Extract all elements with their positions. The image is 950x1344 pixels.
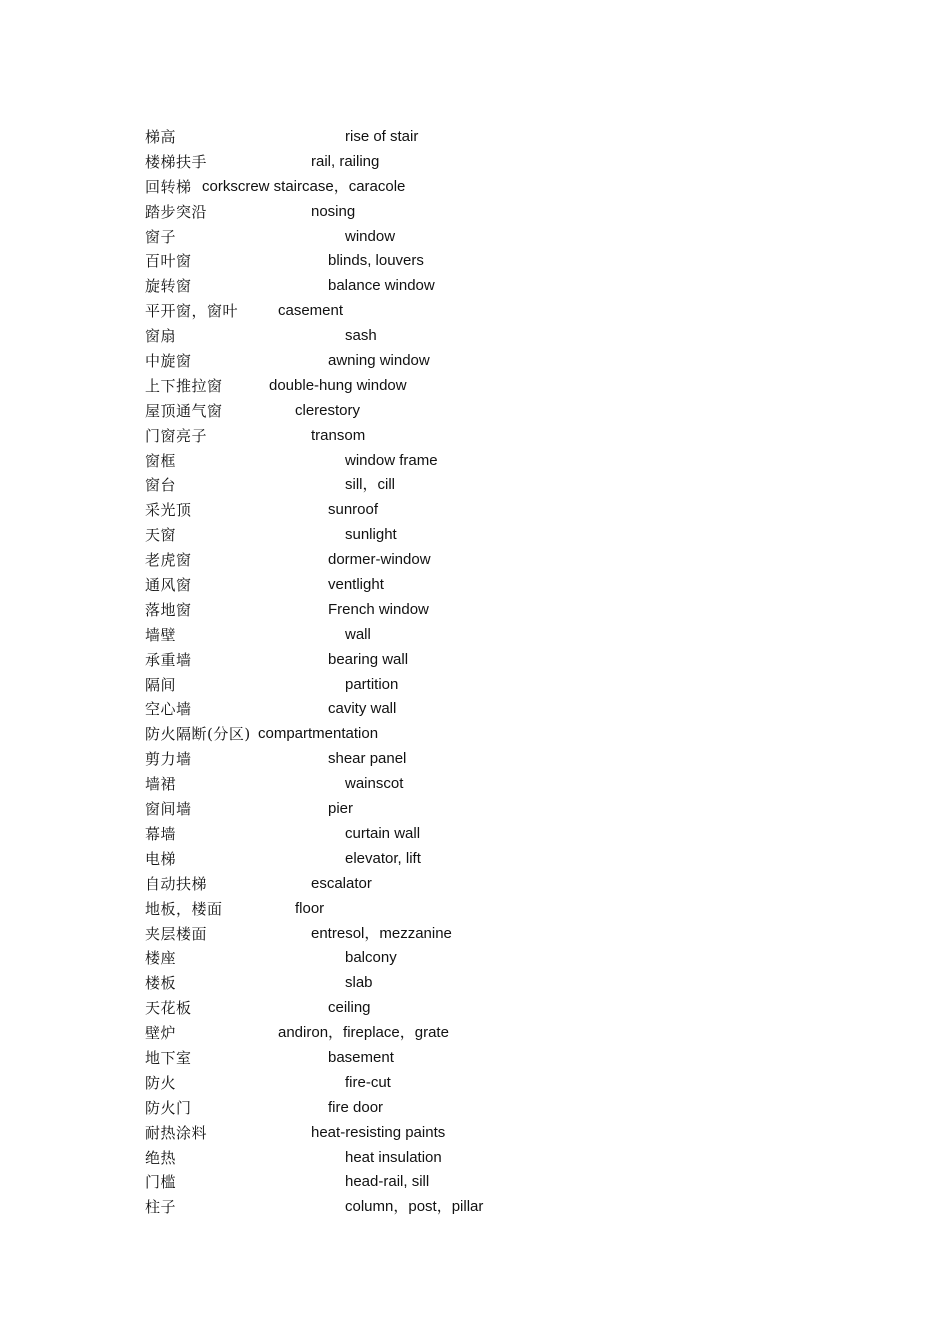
glossary-row [145, 424, 845, 449]
glossary-row [145, 1121, 845, 1146]
chinese-term: 楼梯扶手 [145, 152, 208, 171]
glossary-row [145, 772, 845, 797]
chinese-term: 楼座 [145, 949, 177, 968]
glossary-row [145, 349, 845, 374]
english-term: bearing wall [328, 650, 409, 668]
english-term: rail, railing [311, 152, 380, 170]
glossary-row [145, 648, 845, 673]
chinese-term: 中旋窗 [145, 352, 192, 371]
glossary-row [145, 872, 845, 897]
chinese-term: 采光顶 [145, 501, 192, 520]
glossary-row [145, 523, 845, 548]
english-term: partition [345, 675, 399, 693]
english-term: heat-resisting paints [311, 1123, 446, 1141]
glossary-row [145, 399, 845, 424]
chinese-term: 柱子 [145, 1198, 177, 1217]
english-term: ventlight [328, 576, 384, 594]
glossary-row [145, 225, 845, 250]
glossary-row [145, 996, 845, 1021]
chinese-term: 承重墙 [145, 650, 192, 669]
english-term: pier [328, 800, 354, 818]
chinese-term: 地下室 [145, 1048, 192, 1067]
glossary-row [145, 299, 845, 324]
glossary-row [145, 1021, 845, 1046]
chinese-term: 自动扶梯 [145, 874, 208, 893]
english-term: window frame [345, 451, 438, 469]
glossary-row [145, 847, 845, 872]
glossary-row [145, 449, 845, 474]
english-term: dormer-window [328, 551, 431, 569]
chinese-term: 百叶窗 [145, 252, 192, 271]
english-term: sash [345, 327, 377, 345]
chinese-term: 天花板 [145, 999, 192, 1018]
english-term: blinds, louvers [328, 252, 424, 270]
chinese-term: 回转梯 [145, 177, 192, 196]
english-term: double-hung window [269, 376, 407, 394]
chinese-term: 窗子 [145, 227, 177, 246]
english-term: balance window [328, 277, 435, 295]
chinese-term: 窗台 [145, 476, 177, 495]
glossary-row [145, 797, 845, 822]
chinese-term: 老虎窗 [145, 551, 192, 570]
english-term: sunroof [328, 501, 379, 519]
chinese-term: 墙壁 [145, 625, 177, 644]
english-term: nosing [311, 202, 356, 220]
glossary-list [145, 125, 845, 1220]
chinese-term: 落地窗 [145, 600, 192, 619]
glossary-row [145, 623, 845, 648]
glossary-row [145, 249, 845, 274]
glossary-row [145, 125, 845, 150]
glossary-row [145, 971, 845, 996]
chinese-term: 墙裙 [145, 775, 177, 794]
chinese-term: 夹层楼面 [145, 924, 208, 943]
chinese-term: 地板，楼面 [145, 899, 223, 918]
glossary-row [145, 897, 845, 922]
chinese-term: 电梯 [145, 849, 177, 868]
english-term: sill，cill [345, 476, 395, 494]
glossary-row [145, 946, 845, 971]
chinese-term: 天窗 [145, 526, 177, 545]
english-term: French window [328, 600, 429, 618]
english-term: clerestory [295, 401, 361, 419]
chinese-term: 门槛 [145, 1173, 177, 1192]
english-term: wall [345, 625, 371, 643]
glossary-row [145, 673, 845, 698]
english-term: ceiling [328, 999, 371, 1017]
chinese-term: 防火 [145, 1073, 177, 1092]
glossary-row [145, 1195, 845, 1220]
glossary-row [145, 1146, 845, 1171]
glossary-row [145, 324, 845, 349]
english-term: head-rail, sill [345, 1173, 430, 1191]
glossary-row [145, 697, 845, 722]
glossary-row [145, 922, 845, 947]
glossary-row [145, 150, 845, 175]
chinese-term: 窗间墙 [145, 800, 192, 819]
chinese-term: 楼板 [145, 974, 177, 993]
glossary-row [145, 200, 845, 225]
english-term: corkscrew staircase，caracole [202, 177, 406, 195]
chinese-term: 空心墙 [145, 700, 192, 719]
english-term: fire door [328, 1098, 384, 1116]
english-term: heat insulation [345, 1148, 442, 1166]
english-term: compartmentation [258, 725, 379, 743]
chinese-term: 窗框 [145, 451, 177, 470]
chinese-term: 门窗亮子 [145, 426, 208, 445]
chinese-term: 梯高 [145, 128, 177, 146]
chinese-term: 剪力墙 [145, 750, 192, 769]
chinese-term: 通风窗 [145, 576, 192, 595]
english-term: cavity wall [328, 700, 397, 718]
english-term: elevator, lift [345, 849, 421, 867]
glossary-row [145, 473, 845, 498]
english-term: andiron，fireplace，grate [278, 1024, 449, 1042]
english-term: entresol，mezzanine [311, 924, 452, 942]
english-term: basement [328, 1048, 394, 1066]
chinese-term: 踏步突沿 [145, 202, 208, 221]
glossary-row [145, 1096, 845, 1121]
english-term: fire-cut [345, 1073, 391, 1091]
english-term: sunlight [345, 526, 397, 544]
chinese-term: 防火门 [145, 1098, 192, 1117]
chinese-term: 防火隔断(分区) [145, 725, 251, 744]
glossary-row [145, 722, 845, 747]
chinese-term: 上下推拉窗 [145, 376, 223, 395]
english-term: slab [345, 974, 373, 992]
english-term: casement [278, 302, 344, 320]
chinese-term: 耐热涂料 [145, 1123, 208, 1142]
glossary-row [145, 548, 845, 573]
glossary-row [145, 822, 845, 847]
glossary-row [145, 1046, 845, 1071]
glossary-row [145, 598, 845, 623]
glossary-row [145, 498, 845, 523]
glossary-row [145, 747, 845, 772]
glossary-row [145, 573, 845, 598]
glossary-row [145, 175, 845, 200]
chinese-term: 幕墙 [145, 824, 177, 843]
chinese-term: 屋顶通气窗 [145, 401, 223, 420]
english-term: escalator [311, 874, 372, 892]
english-term: transom [311, 426, 366, 444]
english-term: curtain wall [345, 824, 421, 842]
chinese-term: 旋转窗 [145, 277, 192, 296]
english-term: awning window [328, 352, 430, 370]
english-term: floor [295, 899, 325, 917]
chinese-term: 壁炉 [145, 1024, 177, 1043]
english-term: rise of stair [345, 128, 419, 145]
chinese-term: 平开窗，窗叶 [145, 302, 239, 321]
glossary-row [145, 374, 845, 399]
chinese-term: 隔间 [145, 675, 177, 694]
chinese-term: 窗扇 [145, 327, 177, 346]
english-term: balcony [345, 949, 397, 967]
english-term: column，post，pillar [345, 1198, 484, 1216]
english-term: shear panel [328, 750, 407, 768]
english-term: wainscot [345, 775, 404, 793]
glossary-row [145, 274, 845, 299]
chinese-term: 绝热 [145, 1148, 177, 1167]
glossary-row [145, 1071, 845, 1096]
glossary-row [145, 1170, 845, 1195]
english-term: window [345, 227, 396, 245]
